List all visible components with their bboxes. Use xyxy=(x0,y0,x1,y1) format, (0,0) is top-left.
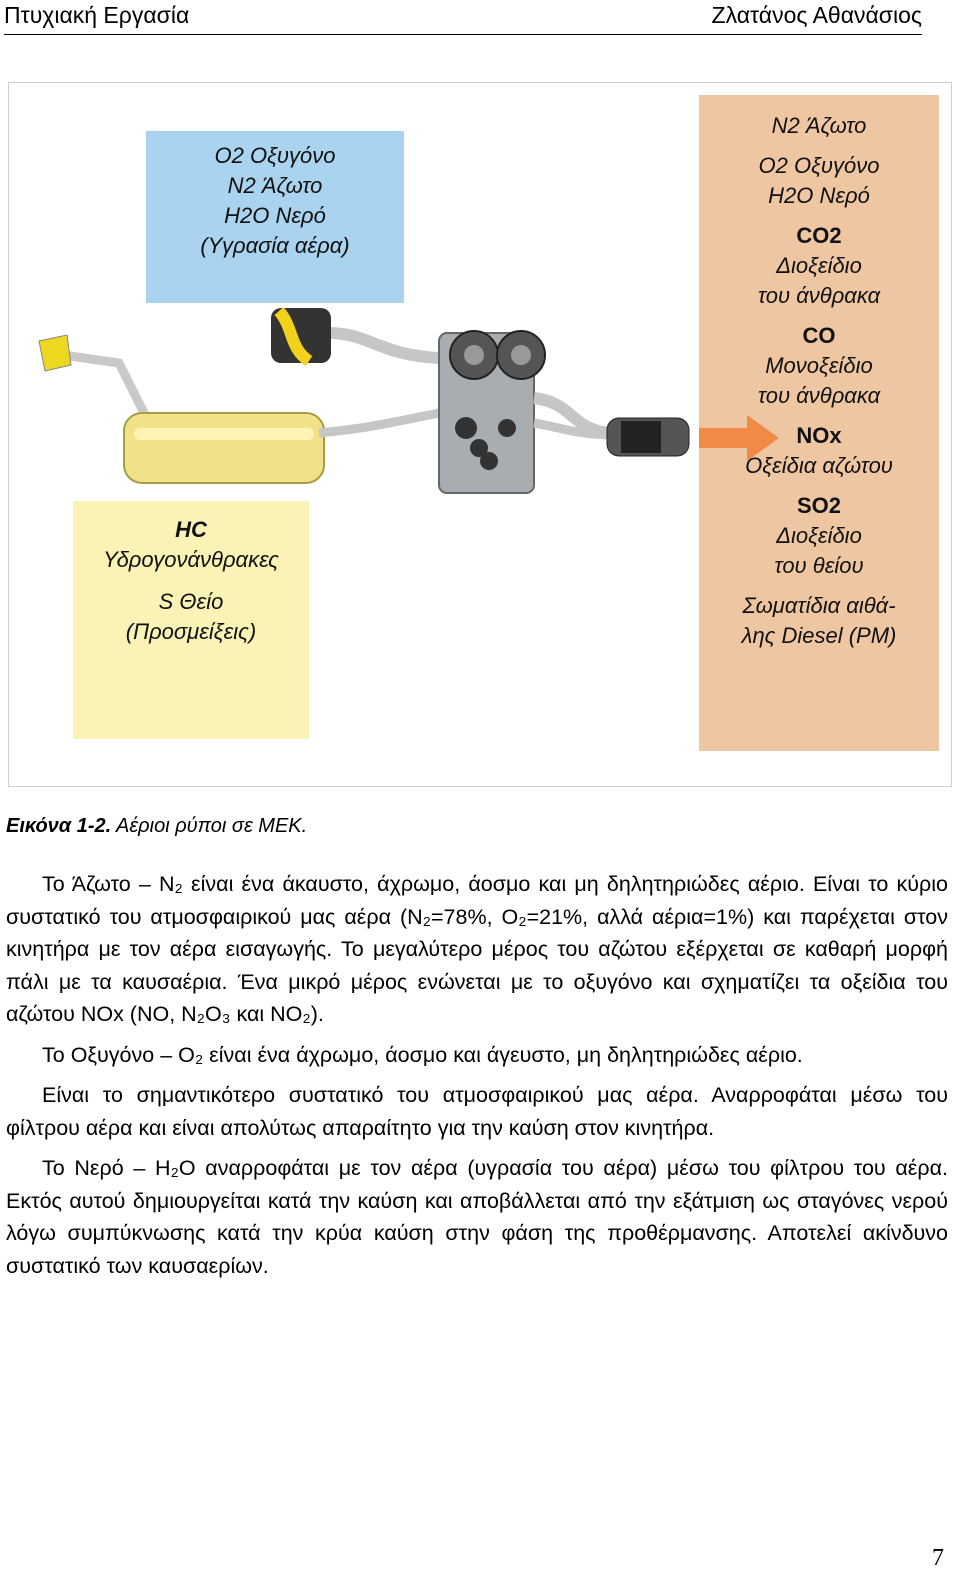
exh-co: CO xyxy=(802,323,836,348)
page-number: 7 xyxy=(932,1545,944,1571)
exh-n2: N2 Άζωτο xyxy=(771,113,867,138)
engine-block-icon xyxy=(439,331,545,493)
exh-co-l2: του άνθρακα xyxy=(757,383,881,408)
exh-pm-l1: Σωματίδια αιθά- xyxy=(742,593,896,618)
intake-h2o: H2O Νερό xyxy=(224,203,326,228)
intake-n2: N2 Άζωτο xyxy=(227,173,323,198)
muffler-icon xyxy=(607,418,689,456)
paragraph-water: Το Νερό – H₂O αναρροφάται με τον αέρα (υγρασία του αέρα) μέσω του φίλτρου του αέρα. Εκτός αυτού δημιουργείται κατά την καύση και αποβάλλεται από την εξάτμιση ως σταγόνες νερού λόγω συμπύκνωσης κατά την κρύα καύση στην φάση της προθέρμανσης. Αποτελεί ακίνδυνο συστατικό των καυσαερίων. xyxy=(6,1156,948,1278)
figure-caption xyxy=(6,815,307,838)
caption-label: Εικόνα 1-2. xyxy=(6,815,112,837)
page-header xyxy=(4,0,922,35)
fuel-hc-label: Υδρογονάνθρακες xyxy=(103,547,279,572)
intake-o2: O2 Οξυγόνο xyxy=(214,143,336,168)
paragraph-nitrogen: Το Άζωτο – N₂ είναι ένα άκαυστο, άχρωμο, άοσμο και μη δηλητηριώδες αέριο. Είναι το κύριο συστατικό του ατμοσφαιρικού μας αέρα (N₂=78%, O₂=21%, αλλά αέρια=1%) και παρέχεται στον κινητήρα με τον αέρα εισαγωγής. Το μεγαλύτερο μέρος του αζώτου εξέρχεται σε καθαρή μορφή πάλι με τα καυσαέρια. Ένα μικρό μέρος ενώνεται με το οξυγόνο και σχηματίζει τα οξείδια του αζώτου NOx (NO, N₂O₃ και NO₂). xyxy=(6,872,948,1026)
fuel-tank-icon xyxy=(124,413,324,483)
header-right: Ζλατάνος Αθανάσιος xyxy=(711,2,922,28)
engine-illustration xyxy=(9,83,952,787)
exh-pm-l2: λης Diesel (PM) xyxy=(741,623,897,648)
exh-nox: NOx xyxy=(796,423,842,448)
fuel-impurities: (Προσμείξεις) xyxy=(125,619,257,644)
body-text xyxy=(6,868,948,1290)
fuel-s: S Θείο xyxy=(158,589,224,614)
emissions-figure xyxy=(8,82,952,787)
exh-so2-l2: του θείου xyxy=(774,553,864,578)
exh-so2-l1: Διοξείδιο xyxy=(776,523,862,548)
header-left: Πτυχιακή Εργασία xyxy=(4,2,190,28)
exh-co2-l2: του άνθρακα xyxy=(757,283,881,308)
exh-nox-l1: Οξείδια αζώτου xyxy=(745,453,893,478)
exh-o2: O2 Οξυγόνο xyxy=(758,153,880,178)
intake-humidity: (Υγρασία αέρα) xyxy=(200,233,350,258)
exh-co2-l1: Διοξείδιο xyxy=(776,253,862,278)
fuel-hc: HC xyxy=(175,517,207,542)
exhaust-arrow-icon xyxy=(699,415,779,461)
exh-so2: SO2 xyxy=(796,493,842,518)
paragraph-oxygen-2: Είναι το σημαντικότερο συστατικό του ατμοσφαιρικού μας αέρα. Αναρροφάται μέσω του φίλτρου αέρα και είναι απολύτως απαραίτητο για την καύση στον κινητήρα. xyxy=(6,1083,948,1140)
caption-text: Αέριοι ρύποι σε ΜΕΚ. xyxy=(116,815,308,837)
fuel-filler-icon xyxy=(39,335,71,371)
air-filter-icon xyxy=(271,308,331,363)
paragraph-oxygen: Το Οξυγόνο – O₂ είναι ένα άχρωμο, άοσμο και άγευστο, μη δηλητηριώδες αέριο. xyxy=(42,1042,803,1067)
exh-h2o: H2O Νερό xyxy=(768,183,870,208)
exh-co-l1: Μονοξείδιο xyxy=(765,353,873,378)
exh-co2: CO2 xyxy=(796,223,842,248)
